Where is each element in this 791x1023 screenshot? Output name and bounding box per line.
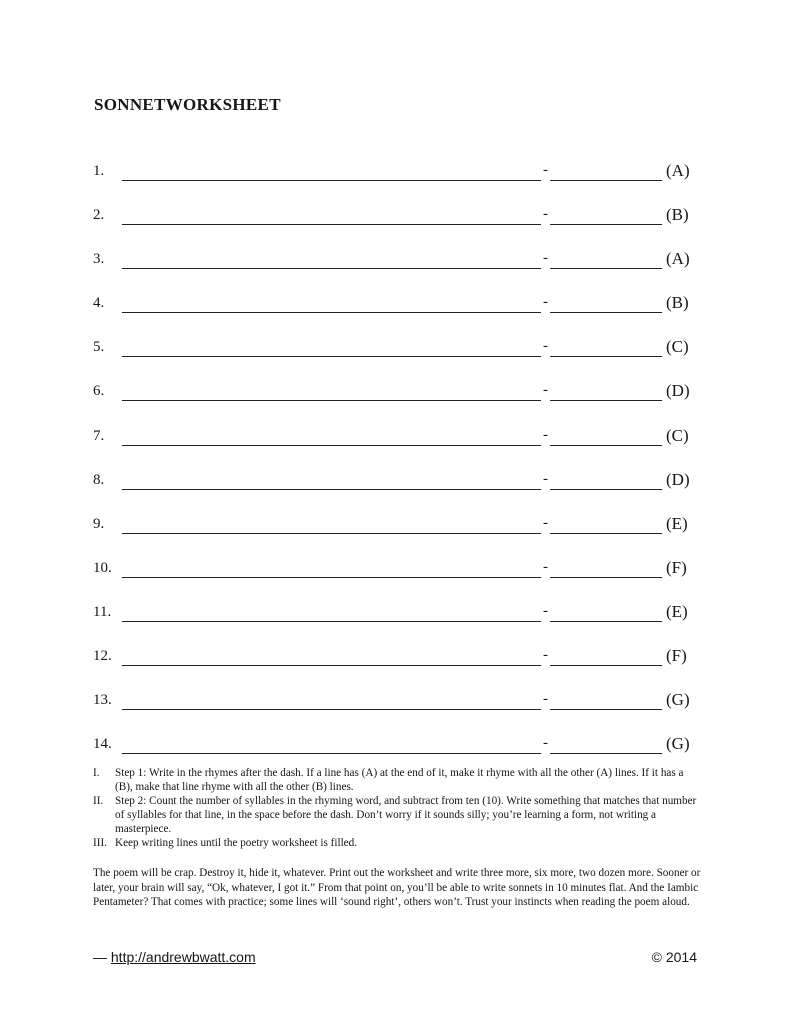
line-dash: -	[543, 250, 548, 267]
line-number: 9.	[93, 515, 105, 532]
rhyme-scheme-label: (E)	[666, 601, 688, 621]
line-blank[interactable]	[122, 180, 541, 181]
line-row	[93, 152, 698, 196]
line-row	[93, 372, 698, 416]
rhyme-blank[interactable]	[550, 753, 662, 754]
instruction-item	[93, 766, 698, 794]
line-row	[93, 196, 698, 240]
footer-link-area	[93, 949, 256, 965]
line-dash: -	[543, 338, 548, 355]
rhyme-scheme-label: (C)	[666, 425, 689, 445]
line-dash: -	[543, 382, 548, 399]
instruction-text: Keep writing lines until the poetry worksheet is filled.	[115, 837, 358, 849]
line-number: 1.	[93, 163, 105, 179]
rhyme-scheme-label: (A)	[666, 249, 690, 269]
line-number: 7.	[93, 427, 105, 444]
instruction-number: III.	[93, 837, 107, 849]
line-number: 3.	[93, 251, 105, 268]
line-row	[93, 328, 698, 372]
rhyme-blank[interactable]	[550, 356, 662, 357]
rhyme-scheme-label: (G)	[666, 734, 690, 754]
instruction-item	[93, 794, 698, 836]
website-link[interactable]: http://andrewbwatt.com	[110, 949, 256, 965]
line-row	[93, 549, 698, 593]
line-blank[interactable]	[122, 312, 541, 313]
line-blank[interactable]	[122, 224, 541, 225]
rhyme-blank[interactable]	[550, 621, 662, 622]
line-dash: -	[543, 294, 548, 311]
line-row	[93, 681, 698, 725]
rhyme-scheme-label: (B)	[666, 293, 689, 313]
line-number: 5.	[93, 339, 105, 356]
rhyme-blank[interactable]	[550, 577, 662, 578]
line-blank[interactable]	[122, 356, 541, 357]
copyright-notice: © 2014	[651, 949, 697, 965]
line-blank[interactable]	[122, 621, 541, 622]
rhyme-scheme-label: (B)	[666, 205, 689, 225]
line-row	[93, 593, 698, 637]
page-title: SONNETWORKSHEET	[94, 95, 281, 114]
line-dash: -	[543, 691, 548, 708]
instruction-text: Step 2: Count the number of syllables in the rhyming word, and subtract from ten (10). Write something that matches that number of syllables for that line, in the space before the dash. Don’t worry if it sounds silly; you’re learning a form, not writing a masterpiece.	[115, 795, 697, 835]
line-row	[93, 417, 698, 461]
rhyme-blank[interactable]	[550, 312, 662, 313]
line-blank[interactable]	[122, 489, 541, 490]
instruction-text: Step 1: Write in the rhymes after the dash. If a line has (A) at the end of it, make it rhyme with all the other (A) lines. If it has a (B), make that line rhyme with all the other (B) lines.	[115, 767, 684, 793]
line-row	[93, 725, 698, 769]
instructions-list	[93, 766, 698, 850]
rhyme-scheme-label: (D)	[666, 469, 690, 489]
line-number: 12.	[93, 648, 112, 665]
line-dash: -	[543, 602, 548, 619]
line-number: 10.	[93, 559, 112, 576]
line-row	[93, 284, 698, 328]
line-blank[interactable]	[122, 445, 541, 446]
rhyme-scheme-label: (D)	[666, 381, 690, 401]
rhyme-scheme-label: (E)	[666, 513, 688, 533]
sonnet-lines	[93, 152, 698, 769]
rhyme-blank[interactable]	[550, 180, 662, 181]
line-dash: -	[543, 426, 548, 443]
rhyme-scheme-label: (G)	[666, 690, 690, 710]
line-number: 2.	[93, 207, 105, 224]
line-dash: -	[543, 162, 548, 178]
rhyme-scheme-label: (F)	[666, 557, 687, 577]
line-number: 13.	[93, 692, 112, 709]
rhyme-blank[interactable]	[550, 665, 662, 666]
line-row	[93, 240, 698, 284]
rhyme-scheme-label: (A)	[666, 161, 690, 180]
line-row	[93, 461, 698, 505]
footer-dash: —	[93, 949, 107, 965]
rhyme-scheme-label: (F)	[666, 646, 687, 666]
line-number: 11.	[93, 603, 112, 620]
rhyme-blank[interactable]	[550, 400, 662, 401]
line-row	[93, 505, 698, 549]
line-blank[interactable]	[122, 665, 541, 666]
instruction-number: I.	[93, 767, 100, 779]
line-dash: -	[543, 470, 548, 487]
line-blank[interactable]	[122, 753, 541, 754]
line-number: 4.	[93, 295, 105, 312]
line-number: 6.	[93, 383, 105, 400]
line-row	[93, 637, 698, 681]
instruction-number: II.	[93, 795, 104, 807]
line-blank[interactable]	[122, 268, 541, 269]
closing-paragraph: The poem will be crap. Destroy it, hide it, whatever. Print out the worksheet and write three more, six more, two dozen more. Sooner or later, your brain will say, “Ok, whatever, I got it.” From that point on, you’ll be able to write sonnets in 10 minutes flat. And the Iambic Pentameter? That comes with practice; some lines will ‘sound right’, others won’t. Trust your instincts when reading the poem aloud.	[93, 867, 701, 908]
rhyme-blank[interactable]	[550, 489, 662, 490]
line-dash: -	[543, 647, 548, 664]
line-blank[interactable]	[122, 400, 541, 401]
instruction-item	[93, 836, 698, 850]
line-dash: -	[543, 514, 548, 531]
rhyme-blank[interactable]	[550, 533, 662, 534]
rhyme-blank[interactable]	[550, 268, 662, 269]
rhyme-blank[interactable]	[550, 709, 662, 710]
line-blank[interactable]	[122, 709, 541, 710]
rhyme-scheme-label: (C)	[666, 337, 689, 357]
line-number: 8.	[93, 471, 105, 488]
line-dash: -	[543, 558, 548, 575]
rhyme-blank[interactable]	[550, 445, 662, 446]
line-blank[interactable]	[122, 533, 541, 534]
line-blank[interactable]	[122, 577, 541, 578]
line-dash: -	[543, 206, 548, 223]
rhyme-blank[interactable]	[550, 224, 662, 225]
line-number: 14.	[93, 736, 112, 753]
line-dash: -	[543, 735, 548, 752]
